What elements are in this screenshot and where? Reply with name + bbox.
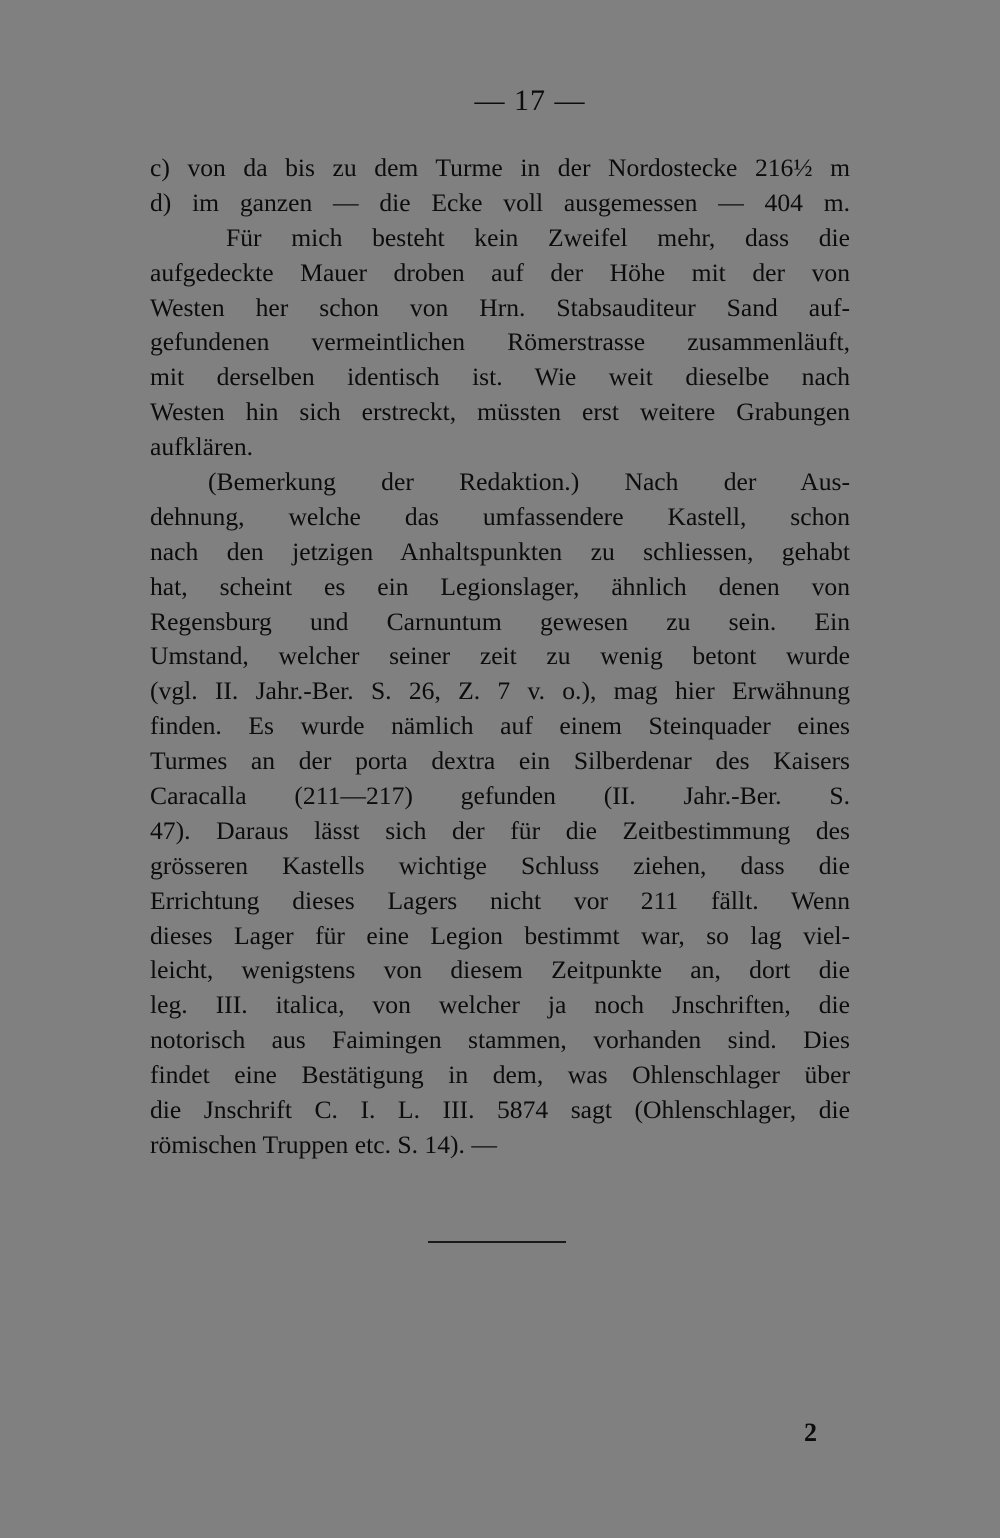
body-text: [150, 151, 850, 1163]
text-line: findet eine Bestätigung in dem, was Ohlenschlager über: [150, 1060, 850, 1090]
text-line: leicht, wenigstens von diesem Zeitpunkte an, dort die: [150, 955, 850, 985]
text-line: leg. III. italica, von welcher ja noch Jnschriften, die: [150, 990, 850, 1020]
text-line: 47). Daraus lässt sich der für die Zeitbestimmung des: [150, 815, 850, 845]
text-line: die Jnschrift C. I. L. III. 5874 sagt (Ohlenschlager, die: [150, 1095, 850, 1125]
signature-mark: 2: [804, 1418, 817, 1447]
text-line: Westen hin sich erstreckt, müssten erst weitere Grabungen: [150, 397, 850, 427]
text-line: Westen her schon von Hrn. Stabsauditeur Sand auf-: [150, 292, 850, 322]
page-number: — 17 —: [474, 84, 586, 117]
text-line: hat, scheint es ein Legionslager, ähnlich denen von: [150, 571, 850, 601]
text-line: nach den jetzigen Anhaltspunkten zu schliessen, gehabt: [150, 536, 850, 566]
text-line: (Bemerkung der Redaktion.) Nach der Aus-: [208, 467, 850, 497]
text-line: Regensburg und Carnuntum gewesen zu sein. Ein: [150, 606, 850, 636]
text-line: gefundenen vermeintlichen Römerstrasse zusammenläuft,: [150, 327, 850, 357]
text-line: notorisch aus Faimingen stammen, vorhanden sind. Dies: [150, 1025, 850, 1055]
text-line: aufgedeckte Mauer droben auf der Höhe mit der von: [150, 257, 850, 287]
text-line: Errichtung dieses Lagers nicht vor 211 fällt. Wenn: [150, 885, 850, 915]
section-divider: [428, 1241, 566, 1243]
text-line: Für mich besteht kein Zweifel mehr, dass die: [226, 222, 850, 252]
text-line: c) von da bis zu dem Turme in der Nordostecke 216½ m: [150, 153, 850, 182]
text-line: dehnung, welche das umfassendere Kastell, schon: [150, 501, 850, 531]
text-line: Turmes an der porta dextra ein Silberdenar des Kaisers: [150, 746, 850, 776]
text-line: dieses Lager für eine Legion bestimmt war, so lag viel-: [150, 920, 850, 950]
text-line: grösseren Kastells wichtige Schluss ziehen, dass die: [150, 850, 850, 880]
text-line: mit derselben identisch ist. Wie weit dieselbe nach: [150, 362, 850, 392]
text-line: finden. Es wurde nämlich auf einem Steinquader eines: [150, 711, 850, 741]
text-line: aufklären.: [150, 432, 254, 462]
text-line: Caracalla (211—217) gefunden (II. Jahr.-Ber. S.: [150, 781, 850, 811]
text-line: Umstand, welcher seiner zeit zu wenig betont wurde: [150, 641, 850, 671]
text-line: d) im ganzen — die Ecke voll ausgemessen — 404 m.: [150, 187, 850, 217]
text-line: römischen Truppen etc. S. 14). —: [150, 1129, 497, 1159]
text-line: (vgl. II. Jahr.-Ber. S. 26, Z. 7 v. o.), mag hier Erwähnung: [150, 676, 850, 706]
